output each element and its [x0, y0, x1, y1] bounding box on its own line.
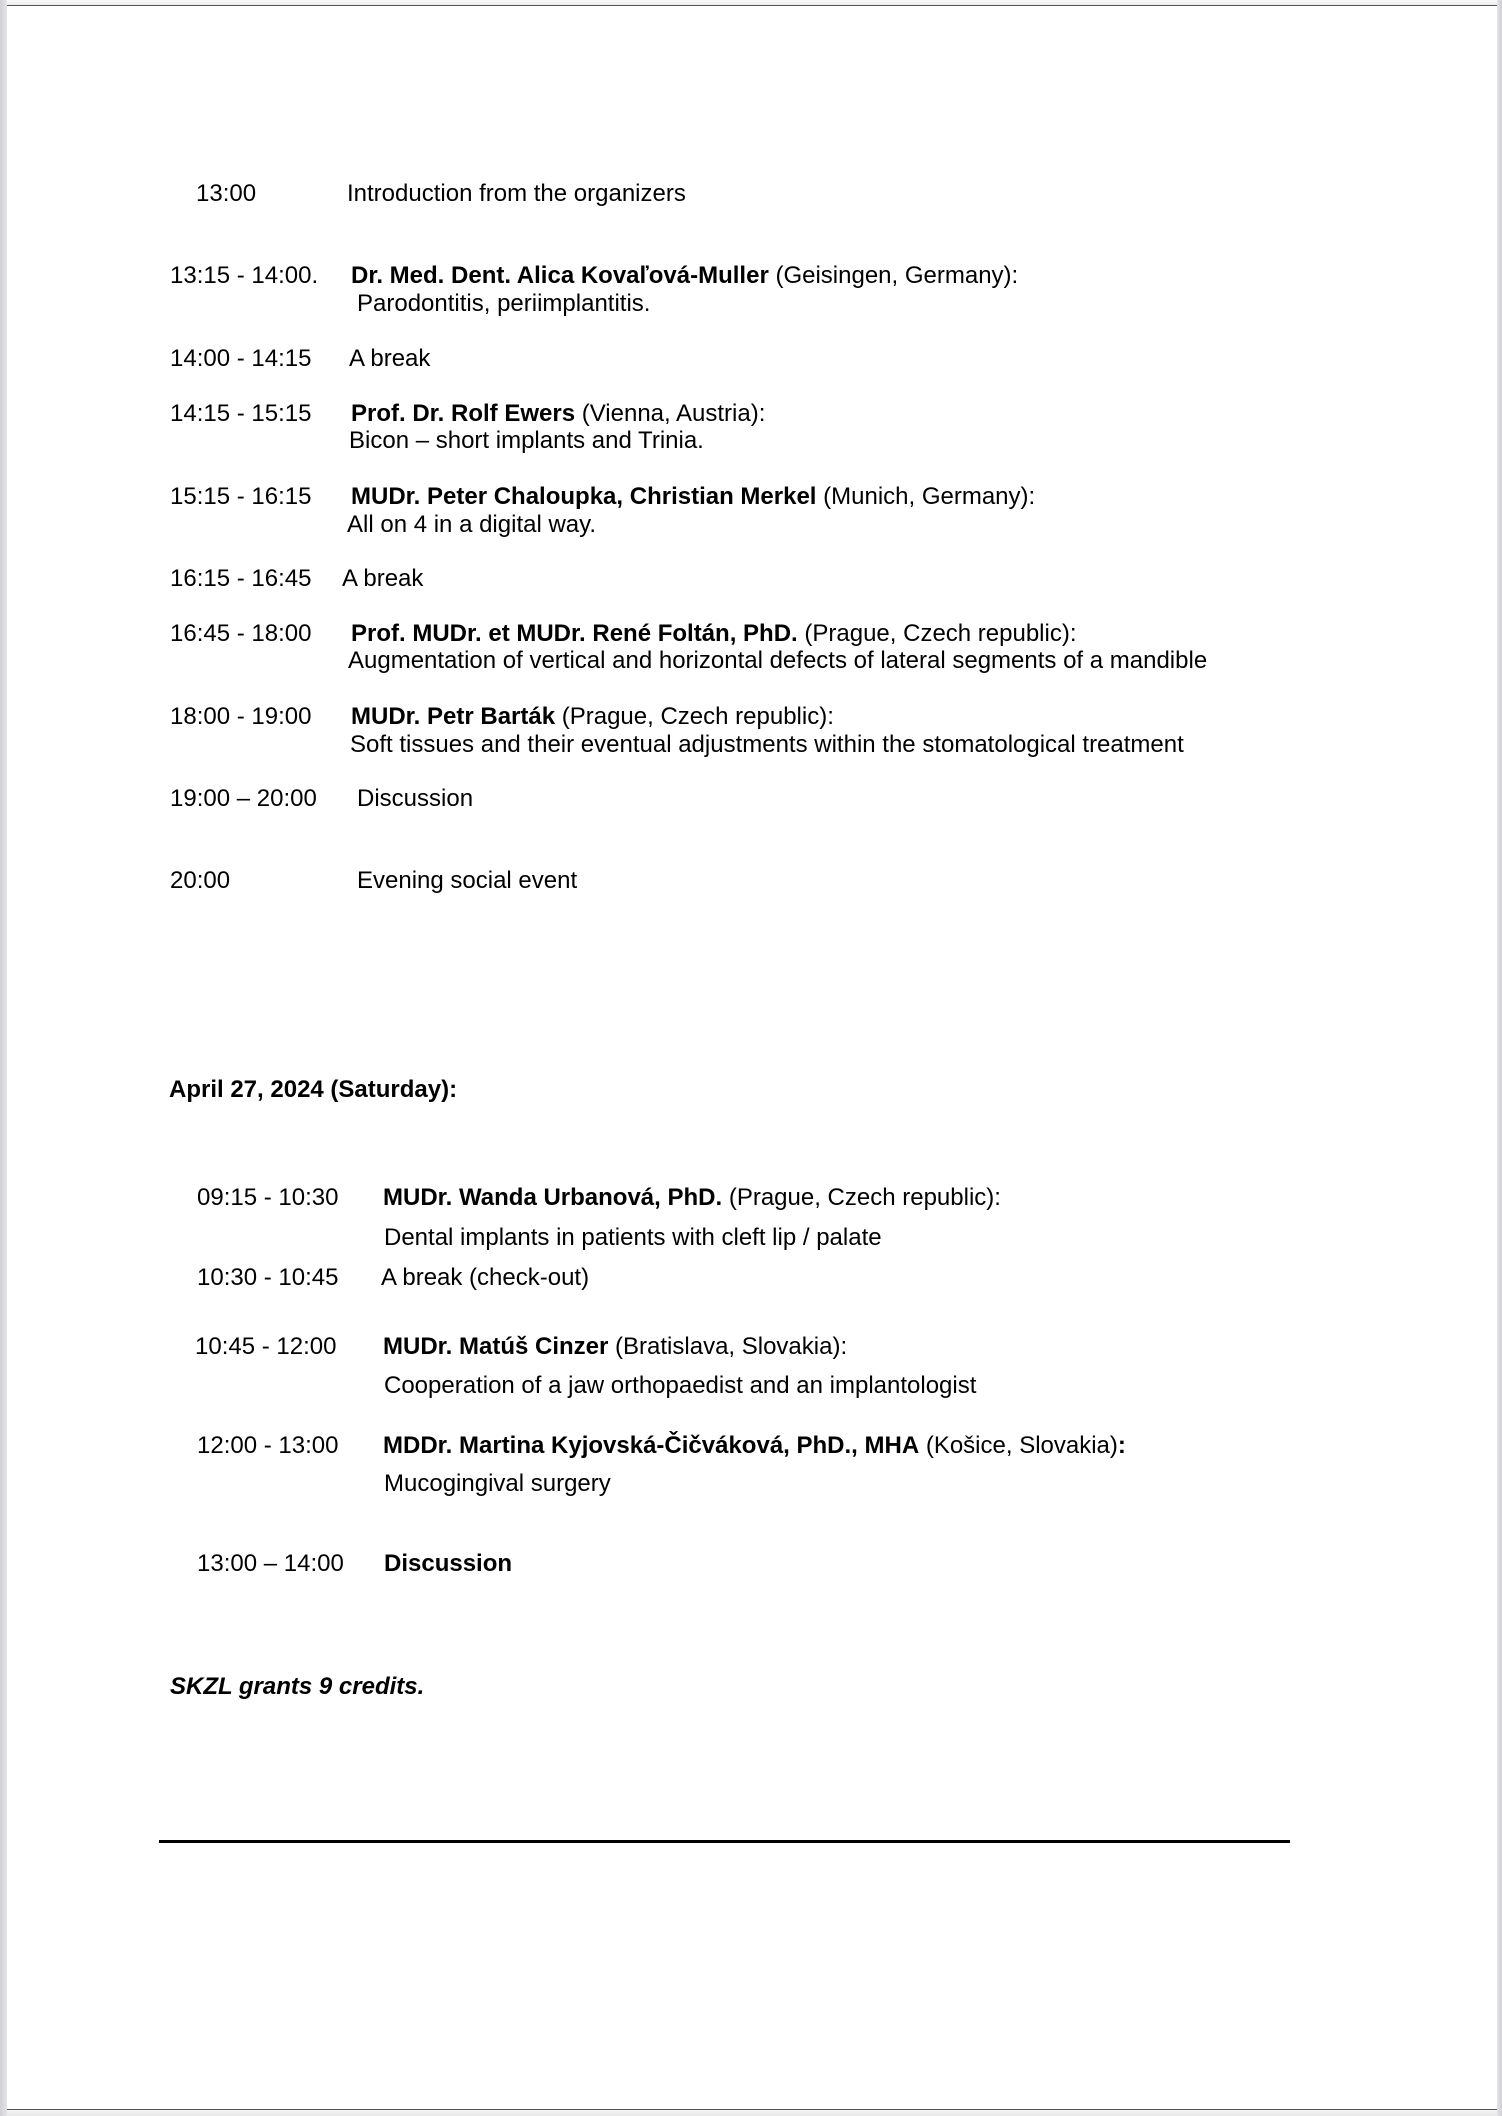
time-label: 13:00	[196, 180, 257, 207]
speaker-location: (Prague, Czech republic):	[797, 620, 1077, 647]
speaker-line	[351, 262, 1018, 290]
speaker-line	[351, 400, 765, 428]
speaker-line	[383, 1184, 1001, 1212]
time-label: 20:00	[170, 867, 231, 894]
talk-topic: Bicon – short implants and Trinia.	[349, 427, 704, 454]
speaker-location-colon: :	[1117, 1432, 1126, 1459]
viewer-left-edge	[0, 0, 7, 2116]
speaker-line	[351, 483, 1035, 511]
viewer-bottom-edge	[7, 2109, 1497, 2116]
time-label: 10:30 - 10:45	[197, 1264, 339, 1291]
time-label: 14:00 - 14:15	[170, 345, 312, 372]
speaker-name: Dr. Med. Dent. Alica Kovaľová-Muller	[351, 262, 769, 289]
speaker-name: MUDr. Peter Chaloupka, Christian Merkel	[351, 483, 817, 510]
item-title: A break	[349, 345, 431, 372]
item-title: Introduction from the organizers	[347, 180, 686, 207]
time-label: 15:15 - 16:15	[170, 483, 312, 510]
item-title: Discussion	[357, 785, 474, 812]
time-label: 13:15 - 14:00.	[170, 262, 319, 289]
talk-topic: Augmentation of vertical and horizontal defects of lateral segments of a mandible	[348, 647, 1208, 674]
speaker-line	[351, 703, 834, 731]
speaker-name: Prof. MUDr. et MUDr. René Foltán, PhD.	[351, 620, 798, 647]
speaker-location: (Vienna, Austria):	[575, 400, 766, 427]
day-heading: April 27, 2024 (Saturday):	[169, 1076, 458, 1103]
time-label: 18:00 - 19:00	[170, 703, 312, 730]
item-title: Discussion	[384, 1550, 513, 1577]
speaker-location: (Košice, Slovakia)	[919, 1432, 1118, 1459]
speaker-name: MDDr. Martina Kyjovská-Čičváková, PhD., MHA	[383, 1432, 920, 1459]
speaker-location: (Munich, Germany):	[816, 483, 1036, 510]
talk-topic: Soft tissues and their eventual adjustments within the stomatological treatment	[350, 731, 1184, 758]
speaker-line	[351, 620, 1077, 648]
time-label: 14:15 - 15:15	[170, 400, 312, 427]
talk-topic: All on 4 in a digital way.	[347, 511, 597, 538]
speaker-line	[383, 1432, 1126, 1460]
talk-topic: Mucogingival surgery	[384, 1470, 611, 1497]
viewer-right-edge	[1497, 0, 1502, 2116]
speaker-line	[383, 1333, 847, 1361]
time-label: 13:00 – 14:00	[197, 1550, 344, 1577]
talk-topic: Dental implants in patients with cleft lip / palate	[384, 1224, 882, 1251]
speaker-name: MUDr. Wanda Urbanová, PhD.	[383, 1184, 723, 1211]
credits-note: SKZL grants 9 credits.	[170, 1673, 425, 1700]
speaker-name: MUDr. Matúš Cinzer	[383, 1333, 609, 1360]
speaker-location: (Geisingen, Germany):	[768, 262, 1019, 289]
item-title: Evening social event	[357, 867, 578, 894]
time-label: 12:00 - 13:00	[197, 1432, 339, 1459]
time-label: 16:15 - 16:45	[170, 565, 312, 592]
document-page	[7, 6, 1497, 2109]
time-label: 10:45 - 12:00	[195, 1333, 337, 1360]
time-label: 19:00 – 20:00	[170, 785, 317, 812]
item-title: A break (check-out)	[381, 1264, 590, 1291]
time-label: 09:15 - 10:30	[197, 1184, 339, 1211]
speaker-location: (Prague, Czech republic):	[722, 1184, 1001, 1211]
item-title: A break	[342, 565, 424, 592]
talk-topic: Cooperation of a jaw orthopaedist and an implantologist	[384, 1372, 977, 1399]
speaker-location: (Bratislava, Slovakia):	[608, 1333, 848, 1360]
time-label: 16:45 - 18:00	[170, 620, 312, 647]
speaker-location: (Prague, Czech republic):	[555, 703, 834, 730]
talk-topic: Parodontitis, periimplantitis.	[357, 290, 651, 317]
speaker-name: Prof. Dr. Rolf Ewers	[351, 400, 576, 427]
horizontal-rule	[159, 1840, 1290, 1843]
speaker-name: MUDr. Petr Barták	[351, 703, 556, 730]
